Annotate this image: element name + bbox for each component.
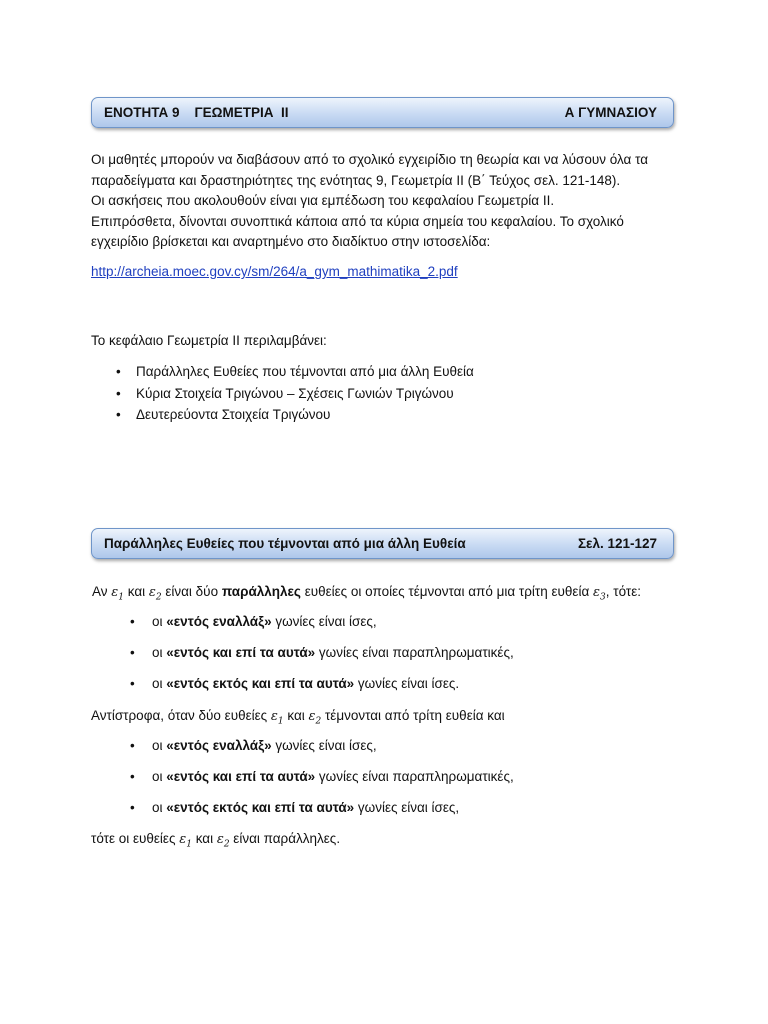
grade-label: Α ΓΥΜΝΑΣΙΟΥ: [564, 105, 657, 120]
bullet-icon: •: [116, 364, 121, 379]
bullet-icon: •: [116, 407, 121, 422]
list-item: • Δευτερεύοντα Στοιχεία Τριγώνου: [110, 404, 474, 426]
intro-line: παραδείγματα και δραστηριότητες της ενότητας 9, Γεωμετρία ΙΙ (Β΄ Τεύχος σελ. 121-148).: [91, 172, 621, 188]
unit-title: ΕΝΟΤΗΤΑ 9 ΓΕΩΜΕΤΡΙΑ ΙΙ: [104, 105, 289, 120]
list-item: • οι «εντός εναλλάξ» γωνίες είναι ίσες,: [128, 612, 514, 643]
section-header-banner: [91, 528, 674, 559]
intro-line: Οι μαθητές μπορούν να διαβάσουν από το σχολικό εγχειρίδιο τη θεωρία και να λύσουν όλα τα: [91, 152, 649, 167]
list-item: • οι «εντός και επί τα αυτά» γωνίες είναι παραπληρωματικές,: [128, 767, 514, 798]
epsilon-symbol: $\varepsilon_2$: [148, 585, 162, 603]
bullet-icon: •: [130, 769, 135, 784]
contents-heading: Το κεφάλαιο Γεωμετρία ΙΙ περιλαμβάνει:: [91, 333, 327, 348]
contents-list: [110, 361, 474, 426]
bullet-icon: •: [130, 738, 135, 753]
epsilon-symbol: $\varepsilon_2$: [216, 832, 230, 850]
bullet-icon: •: [130, 800, 135, 815]
bullet-icon: •: [130, 676, 135, 691]
intro-line: εγχειρίδιο βρίσκεται και αναρτημένο στο διαδίκτυο στην ιστοσελίδα:: [91, 234, 491, 249]
list-item: • οι «εντός εκτός και επί τα αυτά» γωνίες είναι ίσες,: [128, 798, 514, 829]
bullet-icon: •: [130, 614, 135, 629]
intro-paragraph: [91, 150, 681, 253]
list-item: • Κύρια Στοιχεία Τριγώνου – Σχέσεις Γωνιών Τριγώνου: [110, 383, 474, 405]
bullet-icon: •: [116, 385, 121, 401]
epsilon-symbol: $\varepsilon_1$: [270, 709, 284, 727]
epsilon-symbol: $\varepsilon_3$: [593, 585, 606, 603]
angle-properties-list: [128, 612, 514, 705]
list-item: • οι «εντός εναλλάξ» γωνίες είναι ίσες,: [128, 736, 514, 767]
textbook-link[interactable]: http://archeia.moec.gov.cy/sm/264/a_gym_mathimatika_2.pdf: [91, 264, 458, 279]
list-item: • οι «εντός και επί τα αυτά» γωνίες είναι παραπληρωματικές,: [128, 643, 514, 674]
bullet-icon: •: [130, 645, 135, 660]
list-item: • Παράλληλες Ευθείες που τέμνονται από μια άλλη Ευθεία: [110, 361, 474, 383]
section-title: Παράλληλες Ευθείες που τέμνονται από μια άλλη Ευθεία: [104, 536, 466, 551]
intro-line: Οι ασκήσεις που ακολουθούν είναι για εμπέδωση του κεφαλαίου Γεωμετρία ΙΙ.: [91, 193, 555, 208]
converse-properties-list: [128, 736, 514, 829]
unit-header-banner: [91, 97, 674, 128]
theorem-statement: Αν $\varepsilon_1$ και $\varepsilon_2$ είναι δύο παράλληλες ευθείες οι οποίες τέμνονται από μια τρίτη ευθεία $\varepsilon_3$, τότε:: [92, 584, 641, 603]
section-pages: Σελ. 121-127: [577, 536, 657, 551]
epsilon-symbol: $\varepsilon_2$: [308, 709, 322, 727]
conclusion-statement: τότε οι ευθείες $\varepsilon_1$ και $\varepsilon_2$ είναι παράλληλες.: [91, 831, 341, 850]
intro-line: Επιπρόσθετα, δίνονται συνοπτικά κάποια από τα κύρια σημεία του κεφαλαίου. Το σχολικό: [91, 213, 624, 229]
converse-statement: Αντίστροφα, όταν δύο ευθείες $\varepsilon_1$ και $\varepsilon_2$ τέμνονται από τρίτη ευθεία και: [91, 708, 505, 727]
epsilon-symbol: $\varepsilon_1$: [111, 585, 124, 603]
epsilon-symbol: $\varepsilon_1$: [179, 832, 192, 850]
list-item: • οι «εντός εκτός και επί τα αυτά» γωνίες είναι ίσες.: [128, 674, 514, 705]
